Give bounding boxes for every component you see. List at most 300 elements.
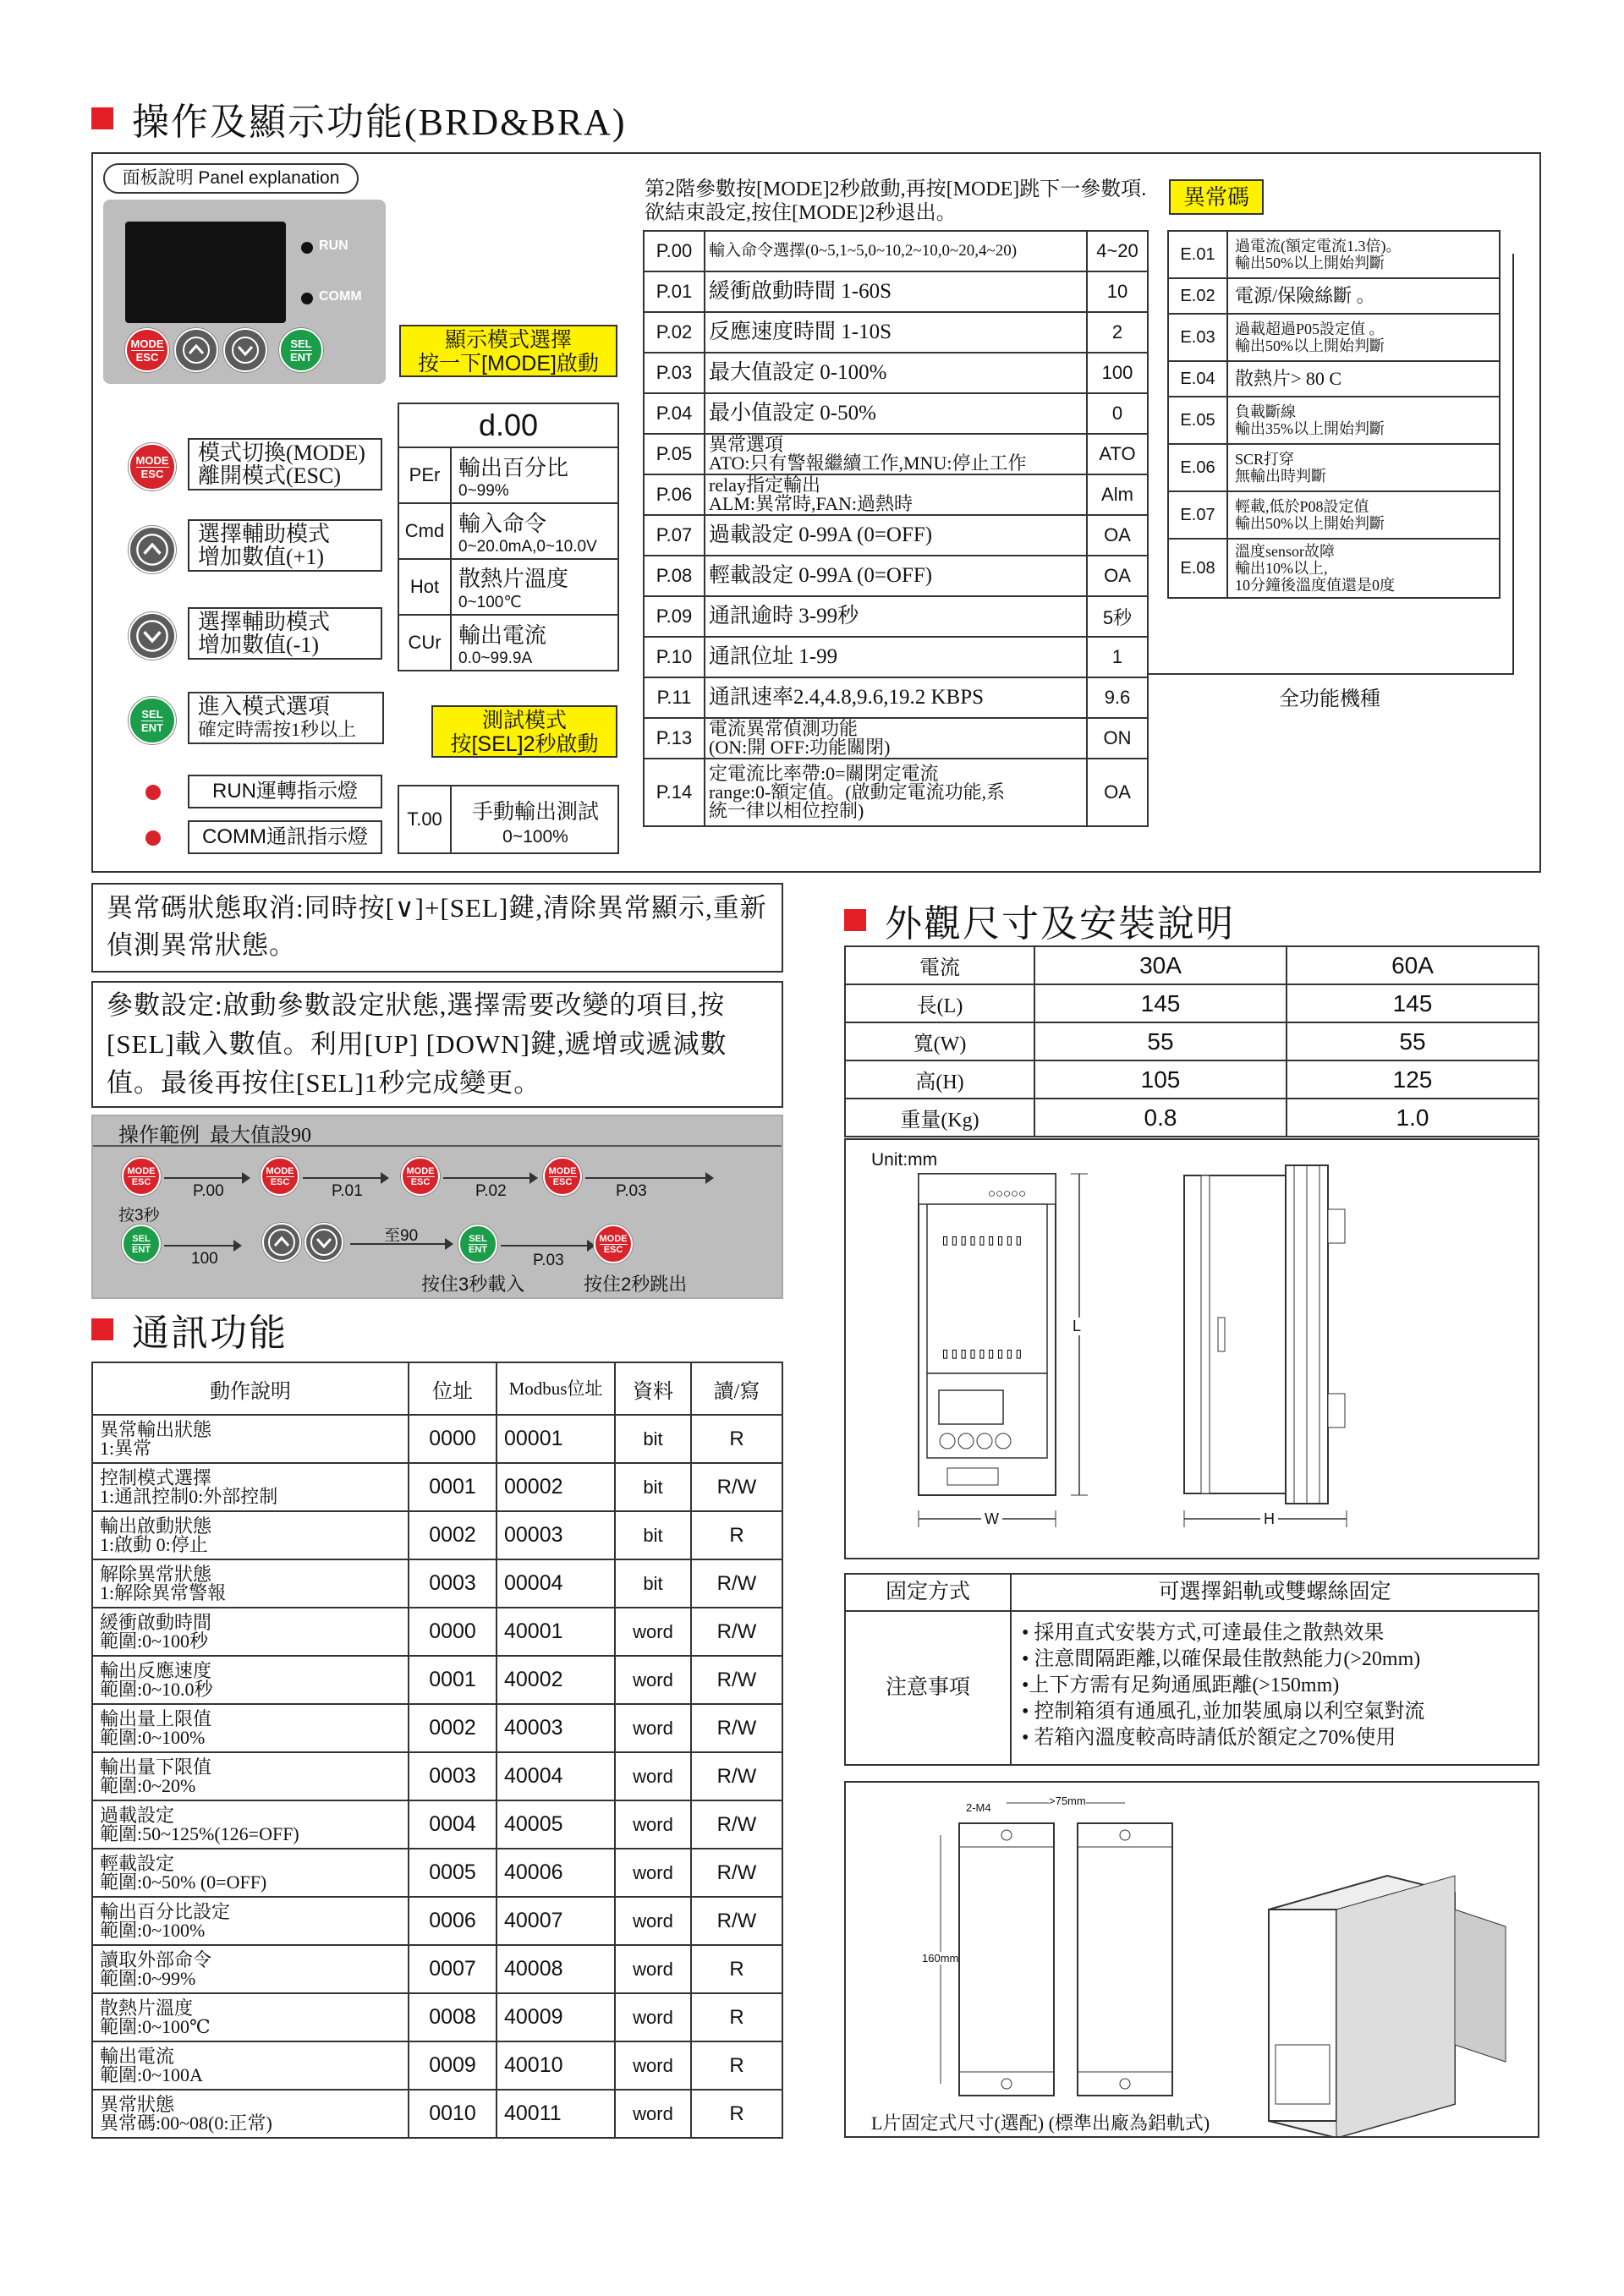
comm-row <box>92 1463 782 1511</box>
param-desc <box>705 271 1087 312</box>
comm-rw: R/W <box>691 1752 782 1800</box>
comm-desc-l1: 輸出量下限值 <box>100 1756 212 1778</box>
comm-type: bit <box>615 1559 691 1608</box>
comm-row <box>92 2090 782 2138</box>
param-name: 最大值設定 0-100% <box>709 361 887 384</box>
comm-desc <box>92 1463 409 1511</box>
param-value: OA <box>1087 759 1148 826</box>
param-code: P.00 <box>644 231 705 271</box>
comm-modbus: 40005 <box>497 1800 615 1849</box>
comm-modbus: 40010 <box>497 2041 615 2090</box>
comm-desc-l2: 範圍:0~20% <box>100 1774 196 1796</box>
comm-rw: R <box>691 1415 782 1463</box>
dim-30a: 105 <box>1034 1060 1287 1099</box>
display-item-desc <box>451 615 618 671</box>
comm-desc-l2: 範圍:0~100% <box>100 1919 206 1941</box>
t00-name: 手動輸出測試 <box>471 801 599 824</box>
param-row <box>644 271 1148 312</box>
mount-notes <box>1022 1620 1424 1751</box>
param-desc <box>705 556 1087 596</box>
dim-key: 高(H) <box>845 1060 1034 1099</box>
error-code: E.01 <box>1168 231 1227 278</box>
sel-key-top: SEL <box>132 1233 151 1244</box>
param-desc <box>705 312 1087 353</box>
key-desc-up-l1: 選擇輔助模式 <box>198 522 331 546</box>
example-text: P.03 <box>533 1252 564 1269</box>
param-value: OA <box>1087 556 1148 596</box>
comm-row <box>92 1511 782 1559</box>
chevron-down-icon <box>231 336 260 364</box>
comm-addr: 0004 <box>409 1800 497 1849</box>
comm-desc <box>92 1752 409 1800</box>
error-line1: 過電流(額定電流1.3倍)。 <box>1235 238 1402 255</box>
dim-row <box>845 1022 1539 1060</box>
comm-type: word <box>615 1752 691 1800</box>
comm-desc <box>92 1511 409 1559</box>
display-item-range: 0~20.0mA,0~10.0V <box>458 537 597 556</box>
comm-desc <box>92 1415 409 1463</box>
col-modbus <box>497 1362 615 1415</box>
param-value: 100 <box>1087 353 1148 393</box>
comm-led-dot-icon <box>145 830 161 846</box>
down-key[interactable] <box>223 328 267 372</box>
mode-key-icon <box>261 1157 299 1196</box>
sel-key-icon <box>458 1225 497 1263</box>
param-value: 5秒 <box>1087 596 1148 637</box>
comm-rw: R <box>691 1993 782 2041</box>
param-value: 10 <box>1087 271 1148 312</box>
param-desc <box>705 474 1087 515</box>
param-row <box>644 434 1148 474</box>
comm-type: bit <box>615 1511 691 1559</box>
param-code: P.01 <box>644 271 705 312</box>
col-addr: 位址 <box>409 1362 497 1415</box>
mode-esc-key[interactable] <box>125 328 169 372</box>
dim-60a: 145 <box>1287 984 1539 1022</box>
param-code: P.13 <box>644 718 705 759</box>
dim-60a: 125 <box>1287 1060 1539 1099</box>
dim-30a: 30A <box>1034 946 1287 984</box>
example-text: P.00 <box>193 1182 224 1200</box>
param-desc <box>705 515 1087 556</box>
key-desc-down <box>188 607 382 660</box>
dim-30a: 0.8 <box>1034 1099 1287 1137</box>
param-name: relay指定輸出 <box>709 474 820 496</box>
esc-key-label: ESC <box>135 350 159 364</box>
sel-key-label: SEL <box>290 337 312 350</box>
bracket-caption: L片固定式尺寸(選配) (標準出廠為鋁軌式) <box>871 2112 1210 2134</box>
param-desc <box>705 759 1087 826</box>
comm-desc <box>92 2090 409 2138</box>
arrow-head-icon <box>445 1238 453 1250</box>
example-title: 操作範例 最大值設90 <box>118 1125 311 1147</box>
comm-desc <box>92 1559 409 1608</box>
example-text: P.02 <box>475 1182 507 1200</box>
comm-desc-l1: 輸出反應速度 <box>100 1659 212 1681</box>
comm-row <box>92 1656 782 1704</box>
dim-key: 重量(Kg) <box>845 1099 1034 1137</box>
mode-key-icon <box>594 1225 633 1263</box>
comm-modbus: 40001 <box>497 1608 615 1656</box>
param-desc <box>705 637 1087 677</box>
error-line3: 10分鐘後溫度值還是0度 <box>1235 577 1395 594</box>
param-value: 9.6 <box>1087 677 1148 718</box>
comm-rw: R <box>691 2041 782 2090</box>
gap-label: >75mm <box>1049 1795 1086 1807</box>
comm-desc-l2: 範圍:0~100℃ <box>100 2015 211 2037</box>
error-line1: SCR打穿 <box>1235 451 1295 468</box>
key-desc-mode-l2: 離開模式(ESC) <box>198 463 342 488</box>
error-line2: 輸出35%以上開始判斷 <box>1235 420 1385 437</box>
comm-desc-l1: 輸出百分比設定 <box>100 1900 231 1922</box>
drawing-box <box>844 1138 1539 1559</box>
dimension-drawing <box>846 1140 1538 1558</box>
comm-modbus: 40008 <box>497 1945 615 1993</box>
comm-row <box>92 1608 782 1656</box>
mount-k2: 注意事項 <box>846 1612 1012 1764</box>
param-value: 0 <box>1087 393 1148 434</box>
dim-title-text: 外觀尺寸及安裝說明 <box>885 903 1235 945</box>
sel-ent-key[interactable] <box>279 328 323 372</box>
sel-key-icon <box>129 697 176 744</box>
key-desc-down-l2: 增加數值(-1) <box>198 633 319 657</box>
param-name: 電流異常偵測功能 <box>709 718 859 739</box>
comm-addr: 0005 <box>409 1849 497 1897</box>
comm-desc <box>92 1945 409 1993</box>
display-item-row <box>398 447 618 503</box>
comm-addr: 0003 <box>409 1559 497 1608</box>
param-name: 定電流比率帶:0=關閉定電流 <box>709 763 939 784</box>
mode-key-top: MODE <box>406 1165 435 1176</box>
mount-note: • 若箱內溫度較高時請低於額定之70%使用 <box>1022 1727 1396 1749</box>
mount-note: • 控制箱須有通風孔,並加裝風扇以利空氣對流 <box>1022 1701 1425 1723</box>
comm-desc-l2: 1:啟動 0:停止 <box>100 1533 208 1555</box>
comm-desc-l1: 緩衝啟動時間 <box>100 1611 212 1633</box>
mount-v1: 可選擇鋁軌或雙螺絲固定 <box>1012 1575 1538 1612</box>
param-row <box>644 556 1148 596</box>
comm-addr: 0009 <box>409 2041 497 2090</box>
run-led-label: RUN運轉指示燈 <box>188 775 382 808</box>
param-name: 通訊逾時 3-99秒 <box>709 605 859 627</box>
sel-icon-top: SEL <box>141 707 163 721</box>
dim-W-label: W <box>981 1510 1002 1528</box>
mount-note: •上下方需有足夠通風距離(>150mm) <box>1022 1674 1340 1696</box>
comm-desc <box>92 1800 409 1849</box>
mode-key-bot: ESC <box>131 1176 151 1187</box>
h160-label: 160mm <box>922 1952 959 1964</box>
param-code: P.09 <box>644 596 705 637</box>
col-modbus-label: Modbus位址 <box>508 1378 603 1399</box>
mode-key-bot: ESC <box>270 1176 290 1187</box>
comm-rw: R <box>691 1511 782 1559</box>
error-code: E.07 <box>1168 491 1227 539</box>
dim-section-title <box>844 893 1235 947</box>
display-mode-line1: 顯示模式選擇 <box>444 328 572 352</box>
display-item-code: PEr <box>398 447 451 503</box>
dim-table <box>844 945 1539 1137</box>
display-item-desc <box>451 503 618 559</box>
comm-addr: 0002 <box>409 1704 497 1752</box>
param-code: P.14 <box>644 759 705 826</box>
comm-type: bit <box>615 1415 691 1463</box>
comm-desc-l1: 輸出啟動狀態 <box>100 1515 212 1537</box>
param-row <box>644 474 1148 515</box>
display-item-code: CUr <box>398 615 451 671</box>
mode-key-icon <box>129 443 176 490</box>
param-name-2: range:0-額定值。(啟動定電流功能,系 <box>709 781 1006 803</box>
comm-modbus: 40009 <box>497 1993 615 2041</box>
comm-modbus: 40002 <box>497 1656 615 1704</box>
param-code: P.03 <box>644 353 705 393</box>
comm-type: word <box>615 2041 691 2090</box>
comm-row <box>92 1800 782 1849</box>
col-rw: 讀/寫 <box>691 1362 782 1415</box>
comm-row <box>92 1752 782 1800</box>
mode-key-bot: ESC <box>552 1176 573 1187</box>
display-item-name: 散熱片溫度 <box>458 567 569 591</box>
key-mode-icon-wrap <box>129 443 176 490</box>
mode-key-icon <box>122 1157 161 1196</box>
param-code: P.07 <box>644 515 705 556</box>
mode-key-top: MODE <box>548 1165 577 1176</box>
error-code: E.04 <box>1168 361 1227 397</box>
param-code: P.08 <box>644 556 705 596</box>
example-text: 至90 <box>384 1227 419 1245</box>
param-value: ATO <box>1087 434 1148 474</box>
comm-type: word <box>615 2090 691 2138</box>
up-key-icon <box>129 526 176 573</box>
mount-note: • 採用直式安裝方式,可達最佳之散熱效果 <box>1022 1622 1385 1644</box>
comm-type: word <box>615 1849 691 1897</box>
param-row <box>644 677 1148 718</box>
section-marker-icon <box>91 1318 113 1340</box>
comm-label: COMM <box>319 289 362 304</box>
comm-rw: R/W <box>691 1849 782 1897</box>
comm-modbus: 00003 <box>497 1511 615 1559</box>
comm-desc-l1: 輸出量上限值 <box>100 1707 212 1729</box>
error-line1: 過載超過P05設定值 。 <box>1235 321 1385 337</box>
comm-rw: R/W <box>691 1608 782 1656</box>
comm-modbus: 40006 <box>497 1849 615 1897</box>
param-name: 通訊位址 1-99 <box>709 645 838 668</box>
error-line1: 負載斷線 <box>1235 403 1296 420</box>
mode-key-top: MODE <box>599 1233 628 1244</box>
comm-desc-l1: 散熱片溫度 <box>100 1997 194 2019</box>
comm-rw: R <box>691 1945 782 1993</box>
param-name: 通訊速率2.4,4.8,9.6,19.2 KBPS <box>709 686 985 709</box>
comm-desc-l1: 解除異常狀態 <box>100 1563 212 1585</box>
comm-led-label: COMM通訊指示燈 <box>188 820 382 854</box>
mode-icon-bot: ESC <box>140 467 164 480</box>
comm-desc-l2: 範圍:0~50% (0=OFF) <box>100 1871 267 1893</box>
t00-range: 0~100% <box>502 827 568 847</box>
comm-desc-l1: 異常狀態 <box>100 2093 175 2115</box>
param-value: 2 <box>1087 312 1148 353</box>
comm-row <box>92 1704 782 1752</box>
param-code: P.02 <box>644 312 705 353</box>
device-display <box>125 222 286 323</box>
param-value: 1 <box>1087 637 1148 677</box>
dim-60a: 55 <box>1287 1022 1539 1060</box>
comm-rw: R/W <box>691 1463 782 1511</box>
bracket-box <box>844 1781 1539 2138</box>
comm-desc-l2: 範圍:0~99% <box>100 1967 196 1989</box>
full-model-label: 全功能機種 <box>1279 688 1380 710</box>
example-text: P.03 <box>616 1182 647 1200</box>
svg-text:▯▯▯▯▯▯▯▯▯: ▯▯▯▯▯▯▯▯▯ <box>941 1233 1023 1250</box>
param-name: 輕載設定 0-99A (0=OFF) <box>709 564 933 587</box>
dim-row <box>845 984 1539 1022</box>
example-box <box>91 1115 783 1299</box>
run-led-icon <box>301 242 313 254</box>
param-name: 緩衝啟動時間 1-60S <box>709 280 892 303</box>
arrow-head-icon <box>529 1172 538 1184</box>
arrow-head-icon <box>242 1172 250 1184</box>
param-desc <box>705 353 1087 393</box>
up-key[interactable] <box>174 328 218 372</box>
mode-key-icon <box>401 1157 440 1196</box>
dim-row <box>845 1060 1539 1099</box>
mode-icon-top: MODE <box>135 453 169 467</box>
example-text: 100 <box>191 1250 218 1268</box>
example-text: 按3秒 <box>118 1207 160 1225</box>
key-down-icon-wrap <box>129 612 176 660</box>
error-line2: 輸出10%以上, <box>1235 560 1328 577</box>
example-text: 按住3秒載入 <box>421 1274 525 1295</box>
comm-rw: R <box>691 2090 782 2138</box>
test-mode-box <box>431 705 617 758</box>
param-row <box>644 718 1148 759</box>
display-item-name: 輸入命令 <box>458 511 547 536</box>
comm-addr: 0001 <box>409 1656 497 1704</box>
arrow-icon <box>303 1177 387 1179</box>
comm-addr: 0010 <box>409 2090 497 2138</box>
param-name: 反應速度時間 1-10S <box>709 321 892 343</box>
comm-desc-l2: 1:通訊控制0:外部控制 <box>100 1485 278 1507</box>
display-mode-box <box>399 325 617 377</box>
key-sel-icon-wrap <box>129 697 176 744</box>
comm-desc-l1: 輸出電流 <box>100 2045 175 2067</box>
comm-section-title <box>91 1302 288 1356</box>
sel-key-icon <box>122 1225 161 1263</box>
comm-type: word <box>615 1608 691 1656</box>
param-desc <box>705 393 1087 434</box>
dim-row <box>845 1099 1539 1137</box>
comm-type: word <box>615 1800 691 1849</box>
display-item-code: Hot <box>398 559 451 615</box>
param-row <box>644 596 1148 637</box>
panel-caption: 面板說明 Panel explanation <box>103 163 359 194</box>
comm-row <box>92 1415 782 1463</box>
comm-desc-l1: 輕載設定 <box>100 1852 175 1874</box>
display-item-row <box>398 615 618 671</box>
mode-key-top: MODE <box>266 1165 294 1176</box>
m4-label: 2-M4 <box>966 1801 991 1814</box>
params-table <box>643 230 1149 827</box>
param-code: P.04 <box>644 393 705 434</box>
comm-row <box>92 1993 782 2041</box>
comm-desc <box>92 1608 409 1656</box>
mount-note: • 注意間隔距離,以確保最佳散熱能力(>20mm) <box>1022 1648 1421 1670</box>
param-row <box>644 759 1148 826</box>
comm-desc-l1: 控制模式選擇 <box>100 1466 212 1488</box>
param-note: 參數設定:啟動參數設定狀態,選擇需要改變的項目,按[SEL]載入數值。利用[UP] [DOWN]鍵,遞增或遞減數值。最後再按住[SEL]1秒完成變更。 <box>91 981 783 1108</box>
comm-desc-l2: 範圍:50~125%(126=OFF) <box>100 1822 299 1844</box>
comm-modbus: 40007 <box>497 1897 615 1945</box>
param-code: P.11 <box>644 677 705 718</box>
error-line1: 溫度sensor故障 <box>1235 543 1335 560</box>
sel-key-top: SEL <box>469 1233 487 1244</box>
display-item-row <box>398 503 618 559</box>
comm-desc-l2: 範圍:0~100% <box>100 1726 206 1748</box>
comm-desc-l1: 過載設定 <box>100 1804 175 1826</box>
col-desc: 動作說明 <box>92 1362 409 1415</box>
dim-key: 電流 <box>845 946 1034 984</box>
key-desc-sel-l1: 進入模式選項 <box>198 694 331 719</box>
display-item-row <box>398 559 618 615</box>
comm-desc-l1: 讀取外部命令 <box>100 1948 212 1970</box>
arrow-icon <box>164 1177 249 1179</box>
display-mode-line2: 按一下[MODE]啟動 <box>418 352 599 375</box>
comm-modbus: 00001 <box>497 1415 615 1463</box>
key-desc-up <box>188 519 382 572</box>
errors-title: 異常碼 <box>1169 179 1264 215</box>
param-name-2: ALM:異常時,FAN:過熱時 <box>709 493 913 514</box>
comm-desc-l1: 異常輸出狀態 <box>100 1418 212 1440</box>
comm-type: bit <box>615 1463 691 1511</box>
comm-type: word <box>615 1897 691 1945</box>
comm-addr: 0003 <box>409 1752 497 1800</box>
comm-desc-l2: 範圍:0~10.0秒 <box>100 1678 213 1700</box>
arrow-icon <box>350 1243 452 1245</box>
param-desc <box>705 718 1087 759</box>
comm-led-icon <box>301 293 313 304</box>
sel-icon-bot: ENT <box>141 721 163 734</box>
param-name: 最小值設定 0-50% <box>709 402 876 425</box>
comm-addr: 0000 <box>409 1415 497 1463</box>
arrow-icon <box>164 1245 240 1247</box>
param-code: P.06 <box>644 474 705 515</box>
comm-row <box>92 1897 782 1945</box>
mount-k1: 固定方式 <box>846 1575 1012 1612</box>
sel-key-bot: ENT <box>132 1244 151 1255</box>
display-item-range: 0~99% <box>458 481 509 500</box>
dim-60a: 60A <box>1287 946 1539 984</box>
unit-label: Unit:mm <box>871 1150 938 1170</box>
sel-key-bot: ENT <box>469 1244 487 1255</box>
key-desc-sel-l2: 確定時需按1秒以上 <box>198 719 357 740</box>
display-items <box>398 447 619 671</box>
display-item-code: Cmd <box>398 503 451 559</box>
arrow-icon <box>443 1177 536 1179</box>
dim-H-label: H <box>1260 1510 1278 1528</box>
param-row <box>644 637 1148 677</box>
comm-desc <box>92 2041 409 2090</box>
error-code: E.08 <box>1168 539 1227 598</box>
chevron-down-icon <box>135 619 169 653</box>
test-mode-line2: 按[SEL]2秒啟動 <box>450 732 599 756</box>
mode-key-top: MODE <box>127 1165 156 1176</box>
mode-key-icon <box>543 1157 582 1196</box>
display-item-name: 輸出百分比 <box>458 455 569 480</box>
display-item-name: 輸出電流 <box>458 622 547 648</box>
error-line1: 輕載,低於P08設定值 <box>1235 498 1369 515</box>
col-type: 資料 <box>615 1362 691 1415</box>
comm-desc-l2: 異常碼:00~08(0:正常) <box>100 2112 272 2134</box>
comm-desc-l2: 範圍:0~100秒 <box>100 1630 209 1652</box>
error-line2: 輸出50%以上開始判斷 <box>1235 515 1385 532</box>
param-value: ON <box>1087 718 1148 759</box>
